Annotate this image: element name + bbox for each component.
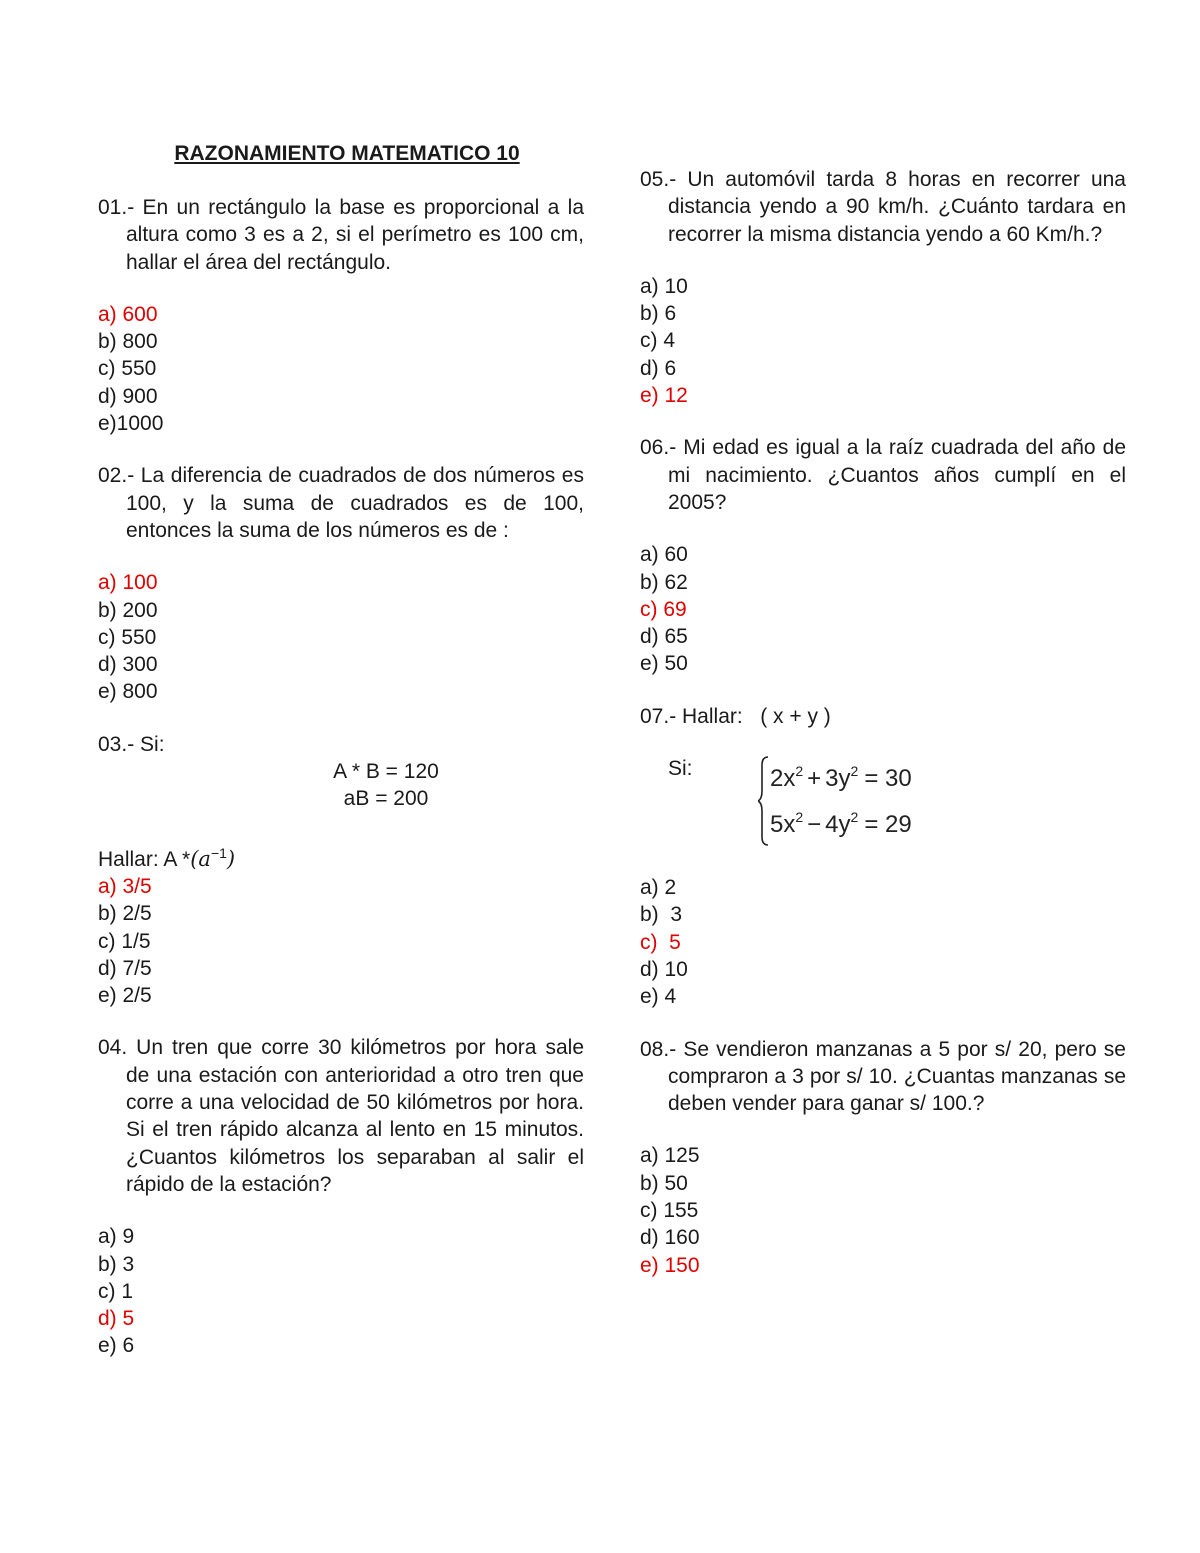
eq2-exp-a: 2 (795, 809, 804, 826)
option: a) 3/5 (98, 874, 152, 898)
option: c) 155 (640, 1199, 699, 1223)
eq2 (770, 809, 912, 838)
eq1-term-b: 3y (825, 765, 851, 793)
option: d) 160 (640, 1226, 700, 1250)
option: c) 5 (640, 930, 681, 954)
right-column (640, 166, 1126, 1304)
options-01 (98, 301, 584, 437)
option: e) 6 (98, 1334, 135, 1358)
option: c) 550 (98, 625, 157, 649)
option: b) 62 (640, 570, 688, 594)
option: a) 2 (640, 876, 677, 900)
option: b) 2/5 (98, 902, 152, 926)
option: e) 150 (640, 1253, 700, 1277)
page-title: RAZONAMIENTO MATEMATICO 10 (174, 142, 520, 165)
option: c) 69 (640, 597, 687, 621)
option: d) 10 (640, 957, 688, 981)
options-03 (98, 873, 584, 1009)
option: a) 100 (98, 571, 158, 595)
question-01: 01.- En un rectángulo la base es proporcional a la altura como 3 es a 2, si el perímetro es 100 cm, hallar el área del rectángulo. (98, 196, 584, 274)
eq1-exp-a: 2 (795, 763, 804, 780)
hallar-exponent: −1 (210, 844, 227, 861)
formula-1: A * B = 120 (333, 760, 439, 784)
eq2-op: − (807, 811, 822, 839)
eq1-term-a: 2x (770, 765, 796, 793)
option: a) 125 (640, 1144, 700, 1168)
eq2-exp-b: 2 (850, 809, 859, 826)
question-04: 04. Un tren que corre 30 kilómetros por hora sale de una estación con anterioridad a otro tren que corre a una velocidad de 50 kilómetros por hora. Si el tren rápido alcanza al lento en 15 minutos. ¿Cuantos kilómetros los separaban al salir el rápido de la estación? (98, 1036, 584, 1196)
eq1-op: + (807, 765, 822, 793)
option: e) 4 (640, 985, 677, 1009)
options-02 (98, 569, 584, 705)
question-08: 08.- Se vendieron manzanas a 5 por s/ 20, pero se compraron a 3 por s/ 10. ¿Cuantas manzanas se deben vender para ganar s/ 100.? (640, 1037, 1126, 1116)
option: c) 550 (98, 357, 157, 381)
option: c) 4 (640, 329, 676, 353)
options-08 (640, 1142, 1126, 1278)
option: b) 6 (640, 302, 677, 326)
option: e) 2/5 (98, 984, 152, 1008)
option: e) 12 (640, 384, 688, 408)
options-06 (640, 541, 1126, 677)
option: c) 1/5 (98, 929, 151, 953)
option: a) 600 (98, 302, 158, 326)
question-07: 07.- Hallar: ( x + y ) (640, 704, 831, 728)
option: b) 800 (98, 330, 158, 354)
option: e) 50 (640, 652, 688, 676)
formula-2: aB = 200 (343, 787, 429, 811)
eq1-rhs: = 30 (864, 765, 912, 793)
eq1 (770, 763, 912, 792)
si-label: Si: (668, 757, 693, 781)
option: b) 3 (98, 1252, 135, 1276)
question-03-formulas (98, 758, 584, 813)
hallar-expression: (a (190, 846, 211, 871)
option: d) 65 (640, 625, 688, 649)
equation-system (758, 753, 958, 849)
option: e) 800 (98, 680, 158, 704)
question-05: 05.- Un automóvil tarda 8 horas en recorrer una distancia yendo a 90 km/h. ¿Cuánto tardara en recorrer la misma distancia yendo a 60 Km/h.? (640, 168, 1126, 246)
hallar-prefix: Hallar: A * (98, 847, 191, 871)
option: d) 7/5 (98, 956, 152, 980)
option: a) 9 (98, 1225, 135, 1249)
option: a) 60 (640, 543, 688, 567)
option: b) 50 (640, 1171, 688, 1195)
question-07-system (640, 755, 1126, 858)
option: d) 5 (98, 1307, 135, 1331)
question-03-intro: 03.- Si: (98, 732, 165, 756)
option: d) 6 (640, 356, 677, 380)
option: d) 300 (98, 653, 158, 677)
eq2-term-a: 5x (770, 811, 796, 839)
option: b) 200 (98, 598, 158, 622)
option: a) 10 (640, 274, 688, 298)
option: d) 900 (98, 384, 158, 408)
options-04 (98, 1223, 584, 1359)
options-05 (640, 273, 1126, 409)
eq2-rhs: = 29 (864, 811, 912, 839)
hallar-close: ) (226, 846, 236, 871)
options-07 (640, 874, 1126, 1010)
option: c) 1 (98, 1279, 134, 1303)
left-column (98, 140, 584, 1385)
left-brace (758, 757, 768, 845)
question-02: 02.- La diferencia de cuadrados de dos números es 100, y la suma de cuadrados es de 100, entonces la suma de los números es de : (98, 464, 584, 542)
question-06: 06.- Mi edad es igual a la raíz cuadrada del año de mi nacimiento. ¿Cuantos años cumplí en el 2005? (640, 436, 1126, 514)
option: b) 3 (640, 903, 683, 927)
eq1-exp-b: 2 (850, 763, 859, 780)
eq2-term-b: 4y (825, 811, 851, 839)
question-03-hallar (98, 840, 584, 873)
option: e)1000 (98, 412, 164, 436)
